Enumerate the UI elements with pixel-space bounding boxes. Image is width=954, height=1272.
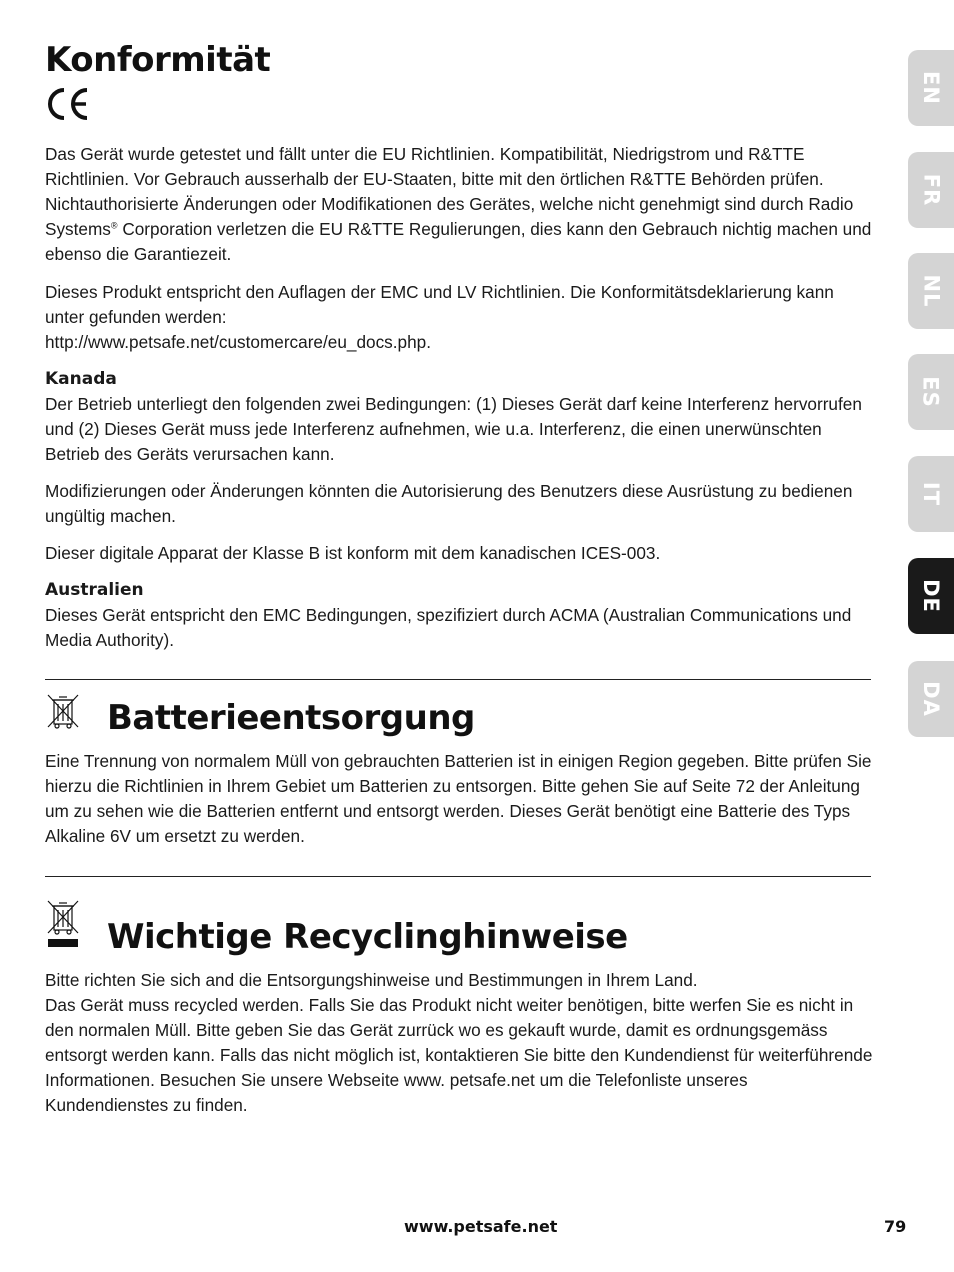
batterie-paragraph: Eine Trennung von normalem Müll von gebrauchten Batterien ist in einigen Region gegeben. Bitte prüfen Sie hierzu die Richtlinien in Ihrem Gebiet um Batterien zu entsorgen. Bitte gehen Sie auf Seite 72 der Anleitung um zu sehen wie die Batterien entfernt und entsorgt werden. Dieses Gerät benötigt eine Batterie des Typs Alkaline 6V um ersetzt zu werden. <box>45 751 872 846</box>
heading-recycling: Wichtige Recyclinghinweise <box>107 917 628 957</box>
konformitaet-paragraph-1 <box>45 142 873 267</box>
recycling-line-1: Bitte richten Sie sich and die Entsorgungshinweise und Bestimmungen in Ihrem Land. <box>45 970 698 990</box>
kanada-paragraph-2-block <box>45 479 873 529</box>
heading-konformitaet: Konformität <box>45 40 271 80</box>
konformitaet-text-1a: Das Gerät wurde getestet und fällt unter die EU Richtlinien. Kompatibilität, Niedrigstrom und R&TTE Richtlinien. Vor Gebrauch ausserhalb der EU-Staaten, bitte mit den örtlichen R&TTE Behörden prüfen. Nichtauthorisierte Änderungen oder Modifikationen des Gerätes, welche nicht genehmigt sind durch Radio Systems <box>45 144 854 239</box>
tab-de-label: DE <box>919 579 943 613</box>
tab-da[interactable] <box>908 661 954 737</box>
section-divider-2 <box>45 876 871 877</box>
australien-heading: Australien <box>45 580 144 600</box>
tab-de[interactable] <box>908 558 954 634</box>
tab-it[interactable] <box>908 456 954 532</box>
ce-mark-icon <box>45 86 91 122</box>
section-divider <box>45 679 871 680</box>
tab-en-label: EN <box>918 71 943 105</box>
kanada-paragraph-3: Dieser digitale Apparat der Klasse B ist konform mit dem kanadischen ICES-003. <box>45 543 661 563</box>
konformitaet-text-2: Dieses Produkt entspricht den Auflagen der EMC und LV Richtlinien. Die Konformitätsdeklarierung kann unter gefunden werden: <box>45 282 834 327</box>
tab-nl-label: NL <box>919 274 943 308</box>
kanada-heading: Kanada <box>45 369 117 389</box>
recycling-paragraph: Das Gerät muss recycled werden. Falls Sie das Produkt nicht weiter benötigen, bitte werfen Sie es nicht in den normalen Müll. Bitte geben Sie das Gerät zurrück wo es gekauft wurde, damit es ordnungsgemäss entsorgt werden kann. Falls das nicht möglich ist, kontaktieren Sie bitte den Kundendienst für weiterführende Informationen. Besuchen Sie unsere Webseite www. petsafe.net um die Telefonliste unseres Kundendienstes zu finden. <box>45 995 873 1115</box>
tab-da-label: DA <box>919 681 943 717</box>
registered-mark: ® <box>110 220 118 231</box>
crossed-bin-icon <box>45 692 81 730</box>
tab-nl[interactable] <box>908 253 954 329</box>
kanada-paragraph-1: Der Betrieb unterliegt den folgenden zwei Bedingungen: (1) Dieses Gerät darf keine Interferenz hervorrufen und (2) Dieses Gerät muss jede Interferenz aufnehmen, wie u.a. Interferenz, die einen unerwünschten Betrieb des Geräts verursachen kann. <box>45 394 862 464</box>
tab-es[interactable] <box>908 354 954 430</box>
eu-docs-url[interactable]: http://www.petsafe.net/customercare/eu_docs.php. <box>45 332 431 352</box>
kanada-paragraph-2: Modifizierungen oder Änderungen könnten die Autorisierung des Benutzers diese Ausrüstung zu bedienen ungültig machen. <box>45 481 853 526</box>
batterie-block <box>45 749 873 849</box>
konformitaet-text-1b: Corporation verletzen die EU R&TTE Regulierungen, dies kann den Gebrauch nichtig machen und ebenso die Garantiezeit. <box>45 219 872 264</box>
konformitaet-paragraph-2 <box>45 280 873 355</box>
tab-it-label: IT <box>918 481 943 507</box>
footer-url[interactable]: www.petsafe.net <box>404 1217 558 1236</box>
heading-batterieentsorgung: Batterieentsorgung <box>107 698 475 738</box>
australien-paragraph: Dieses Gerät entspricht den EMC Bedingungen, spezifiziert durch ACMA (Australian Communications und Media Authority). <box>45 605 852 650</box>
kanada-block <box>45 367 873 467</box>
crossed-bin-bar-icon <box>45 898 81 950</box>
tab-fr[interactable] <box>908 152 954 228</box>
page-number: 79 <box>884 1217 907 1236</box>
tab-es-label: ES <box>918 376 943 408</box>
tab-en[interactable] <box>908 50 954 126</box>
recycling-block <box>45 968 873 1118</box>
kanada-paragraph-3-block <box>45 541 873 566</box>
tab-fr-label: FR <box>918 173 943 207</box>
australien-block <box>45 578 873 653</box>
